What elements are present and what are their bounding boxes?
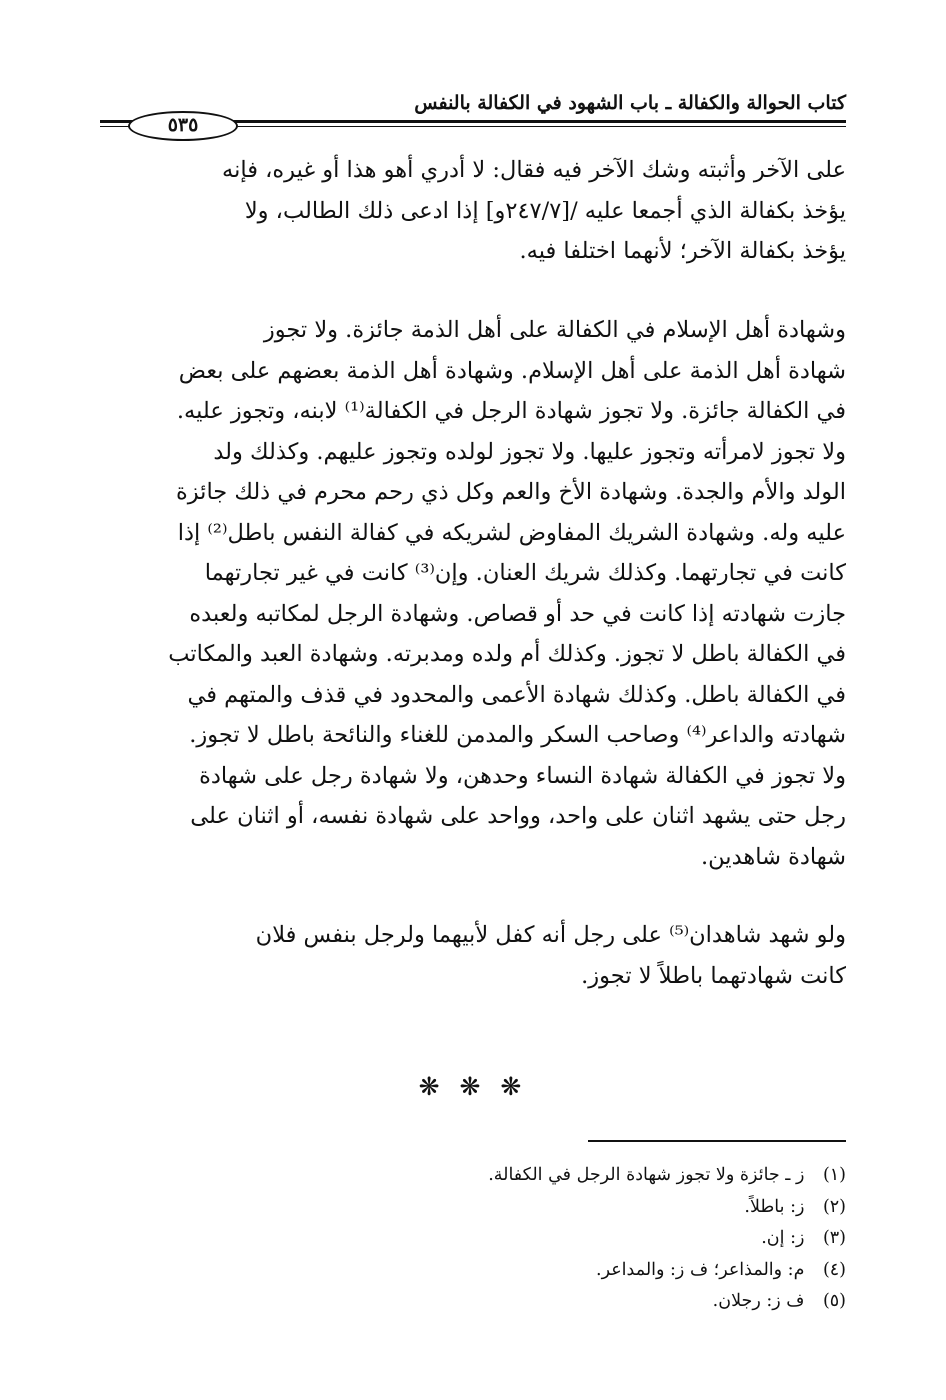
footnote-5 (100, 1286, 846, 1318)
footnote-number: (٢) (822, 1196, 846, 1217)
footnote-text: ف ز: رجلان. (712, 1291, 805, 1311)
footnote-text: ز: باطلاً. (744, 1196, 805, 1217)
footnotes (100, 1160, 846, 1318)
page-header (100, 92, 846, 136)
paragraph-3: ولو شهد شاهدان⁽⁵⁾ على رجل أنه كفل لأبيهما ولرجل بنفس فلان كانت شهادتهما باطلاً لا تجوز. (255, 922, 846, 989)
page-number: ٥٣٥ (128, 111, 238, 141)
footnote-text: م: والمذاعر؛ ف ز: والمداعر. (596, 1259, 805, 1280)
main-text (100, 150, 846, 996)
paragraph-2: وشهادة أهل الإسلام في الكفالة على أهل الذمة جائزة. ولا تجوز شهادة أهل الذمة على أهل الإسلام. وشهادة أهل الذمة بعضهم على بعض في الكفالة جائزة. ولا تجوز شهادة الرجل في الكفالة⁽¹⁾ لابنه، وتجوز عليه. ولا تجوز لامرأته وتجوز عليها. ولا تجوز لولده وتجوز عليهم. وكذلك ولد الولد والأم والجدة. وشهادة الأخ والعم وكل ذي رحم محرم في ذلك جائزة عليه وله. وشهادة الشريك المفاوض لشريكه في كفالة النفس باطل⁽²⁾ إذا كانت في تجارتهما. وكذلك شريك العنان. وإن⁽³⁾ كانت في غير تجارتهما جازت شهادته إذا كانت في حد أو قصاص. وشهادة الرجل لمكاتبه ولعبده في الكفالة باطل لا تجوز. وكذلك أم ولده ومدبرته. وشهادة العبد والمكاتب في الكفالة باطل. وكذلك شهادة الأعمى والمحدود في قذف والمتهم في شهادته والداعر⁽⁴⁾ وصاحب السكر والمدمن للغناء والنائحة باطل لا تجوز. ولا تجوز في الكفالة شهادة النساء وحدهن، ولا شهادة رجل على شهادة رجل حتى يشهد اثنان على واحد، وواحد على شهادة نفسه، أو اثنان على شهادة شاهدين. (168, 317, 846, 870)
footnote-rule (588, 1140, 846, 1142)
footnote-number: (٣) (822, 1228, 846, 1248)
header-rule (100, 114, 846, 136)
section-separator: ❋ ❋ ❋ (418, 1072, 528, 1101)
footnote-1 (100, 1160, 846, 1192)
paragraph-1: على الآخر وأثبته وشك الآخر فيه فقال: لا أدري أهو هذا أو غيره، فإنه يؤخذ بكفالة الذي أجمعا عليه /[٢٤٧/٧و] إذا ادعى ذلك الطالب، ولا يؤخذ بكفالة الآخر؛ لأنهما اختلفا فيه. (222, 157, 846, 264)
paragraph-gap (100, 877, 846, 915)
paragraph-gap (100, 271, 846, 310)
running-title: كتاب الحوالة والكفالة ـ باب الشهود في الكفالة بالنفس (414, 92, 846, 114)
footnote-3 (100, 1223, 846, 1255)
footnote-text: ز ـ جائزة ولا تجوز شهادة الرجل في الكفالة. (488, 1165, 805, 1185)
footnote-4 (100, 1255, 846, 1287)
footnote-number: (٤) (822, 1259, 846, 1280)
footnote-text: ز: إن. (761, 1228, 805, 1248)
footnote-2 (100, 1192, 846, 1224)
footnote-number: (١) (822, 1165, 846, 1185)
footnote-number: (٥) (822, 1291, 846, 1311)
